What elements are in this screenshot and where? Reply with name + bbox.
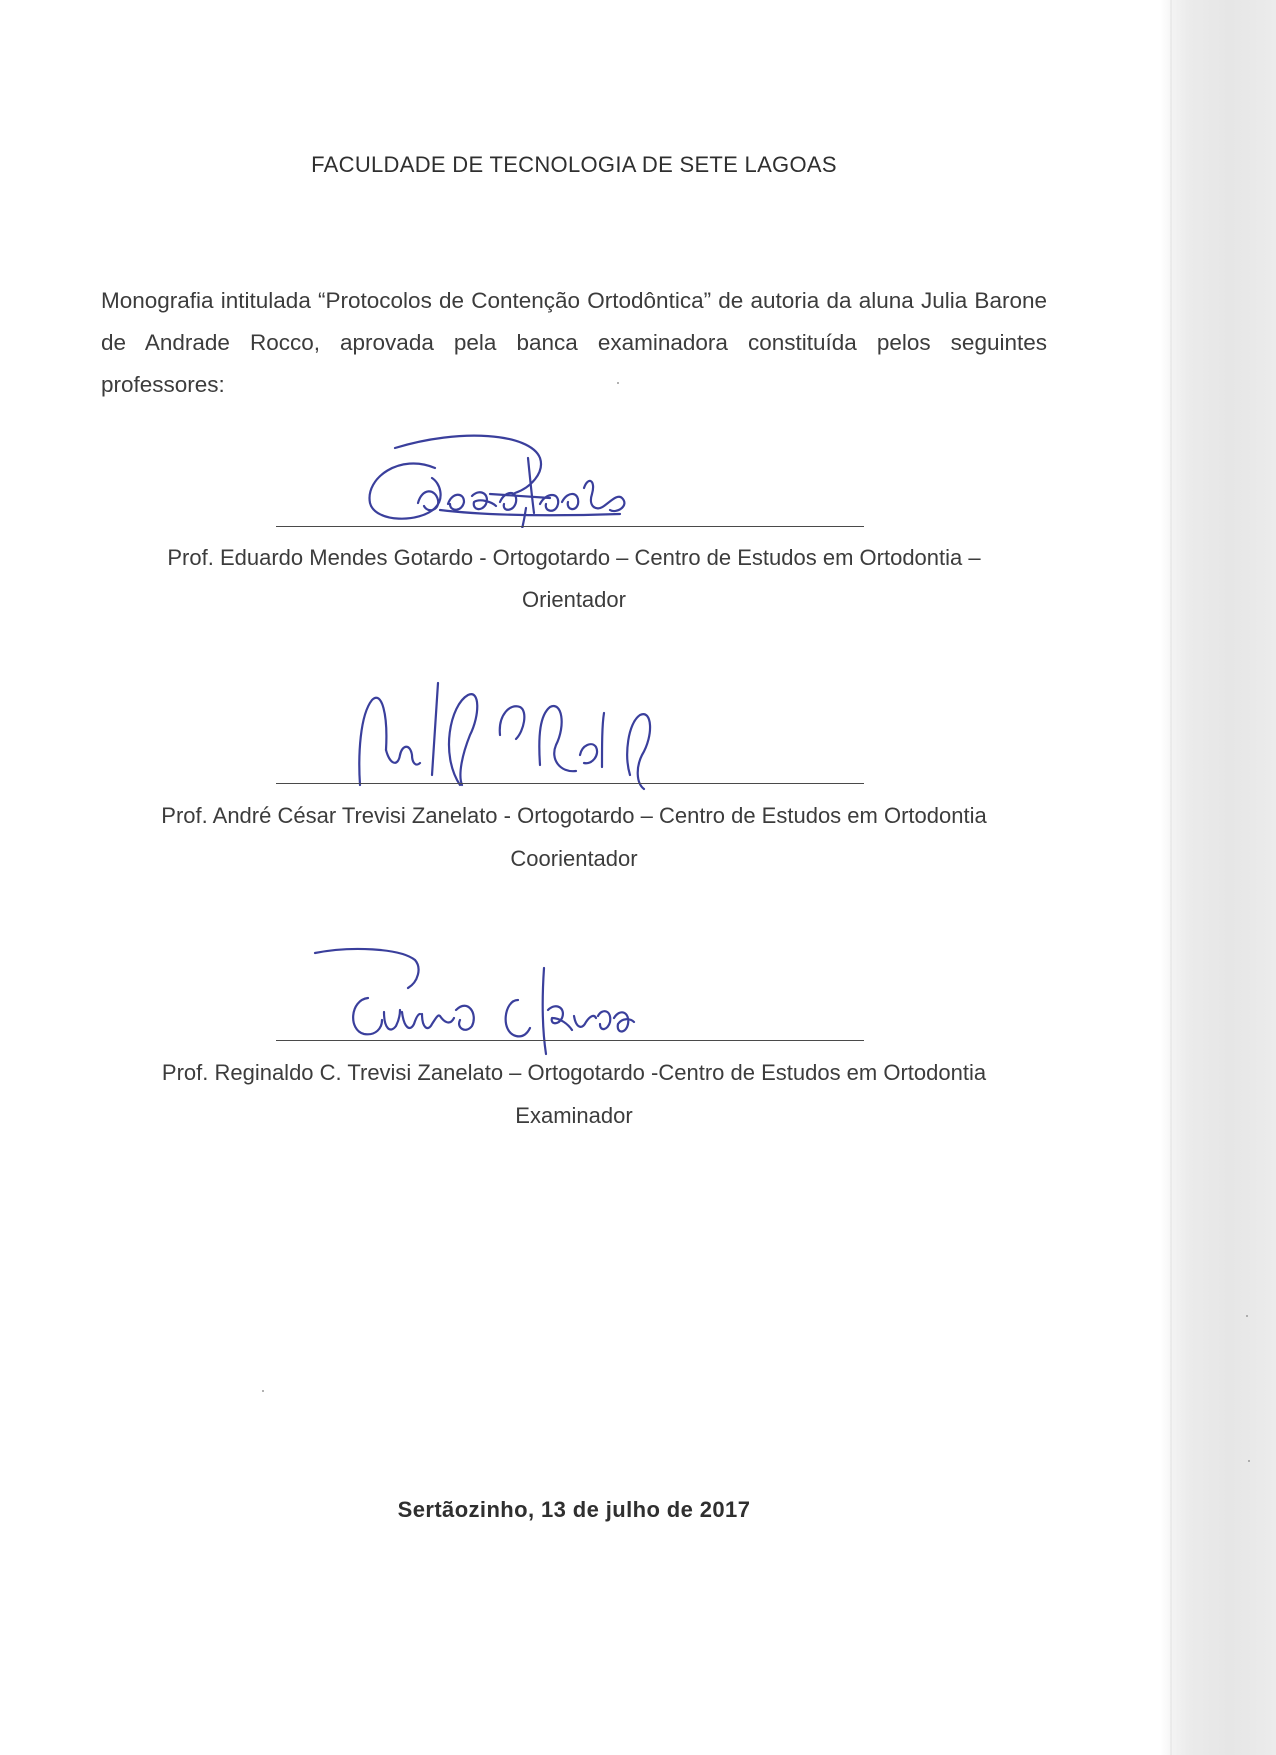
signatory-3-name: Prof. Reginaldo C. Trevisi Zanelato – Ortogotardo -Centro de Estudos em Ortodontia <box>161 1060 987 1085</box>
signature-line-3 <box>276 1040 864 1041</box>
institution-title: FACULDADE DE TECNOLOGIA DE SETE LAGOAS <box>311 152 837 177</box>
intro-paragraph: Monografia intitulada “Protocolos de Contenção Ortodôntica” de autoria da aluna Julia Barone de Andrade Rocco, aprovada pela banca examinadora constituída pelos seguintes professores: <box>101 288 1047 397</box>
scan-speck <box>262 1390 264 1392</box>
signature-line-1 <box>276 526 864 527</box>
signatory-1-name: Prof. Eduardo Mendes Gotardo - Ortogotardo – Centro de Estudos em Ortodontia – <box>167 545 981 570</box>
scan-speck <box>1248 1460 1250 1462</box>
signature-1-handwriting <box>340 428 680 528</box>
signature-2-handwriting <box>340 675 680 793</box>
signatory-2-role: Coorientador <box>510 846 638 871</box>
signature-line-2 <box>276 783 864 784</box>
place-date: Sertãozinho, 13 de julho de 2017 <box>397 1497 751 1522</box>
scan-speck <box>1246 1315 1248 1317</box>
scan-border <box>1170 0 1276 1755</box>
signatory-1-role: Orientador <box>522 587 626 612</box>
scan-speck <box>617 382 619 384</box>
signatory-3-role: Examinador <box>515 1103 633 1128</box>
signatory-2-name: Prof. André César Trevisi Zanelato - Ortogotardo – Centro de Estudos em Ortodontia <box>161 803 987 828</box>
